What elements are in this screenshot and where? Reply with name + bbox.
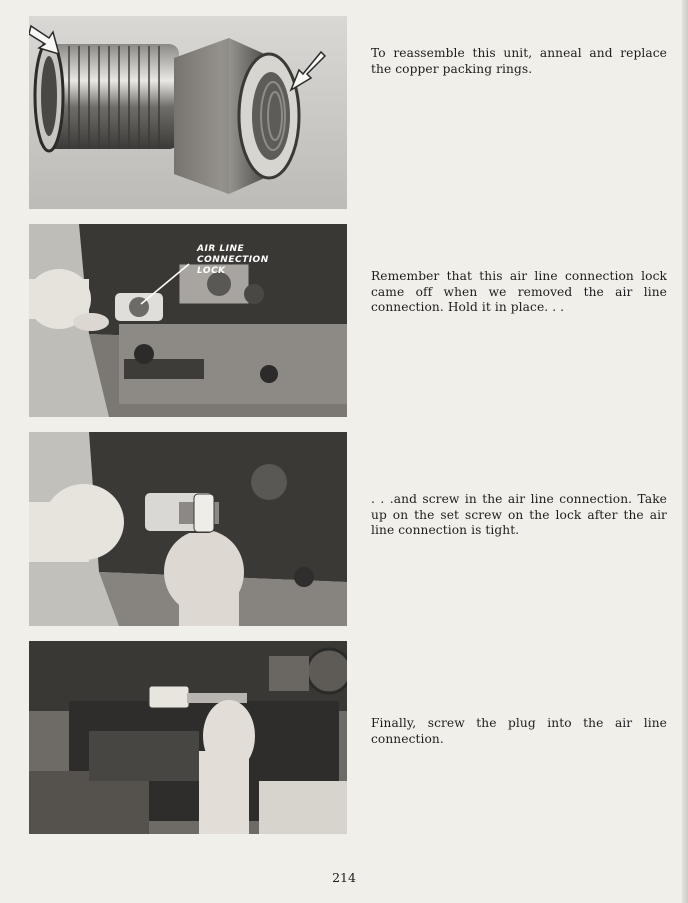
photo-packing-rings — [29, 16, 347, 209]
photo-plug-illustration — [29, 641, 347, 834]
callout-line-1: AIR LINE — [197, 244, 245, 254]
photo-plug — [29, 641, 347, 834]
callout-line-3: LOCK — [197, 266, 226, 276]
photo-connection-lock — [29, 224, 347, 417]
caption-screw-connection: . . .and screw in the air line connection. Take up on the set screw on the lock after the air line connection is tight. — [371, 492, 667, 537]
caption-hold-lock: Remember that this air line connection lock came off when we removed the air line connection. Hold it in place. . . — [371, 269, 667, 314]
air-line-connection-lock-callout — [197, 244, 269, 277]
photo-packing-rings-illustration — [29, 16, 347, 209]
page-edge — [682, 0, 688, 903]
photo-connection-lock-illustration — [29, 224, 347, 417]
caption-reassemble: To reassemble this unit, anneal and replace the copper packing rings. — [371, 46, 667, 76]
photo-screw-connection-illustration — [29, 432, 347, 626]
callout-line-2: CONNECTION — [197, 255, 269, 265]
page-number: 214 — [332, 870, 356, 885]
photo-screw-connection — [29, 432, 347, 626]
caption-screw-plug: Finally, screw the plug into the air line connection. — [371, 716, 667, 746]
